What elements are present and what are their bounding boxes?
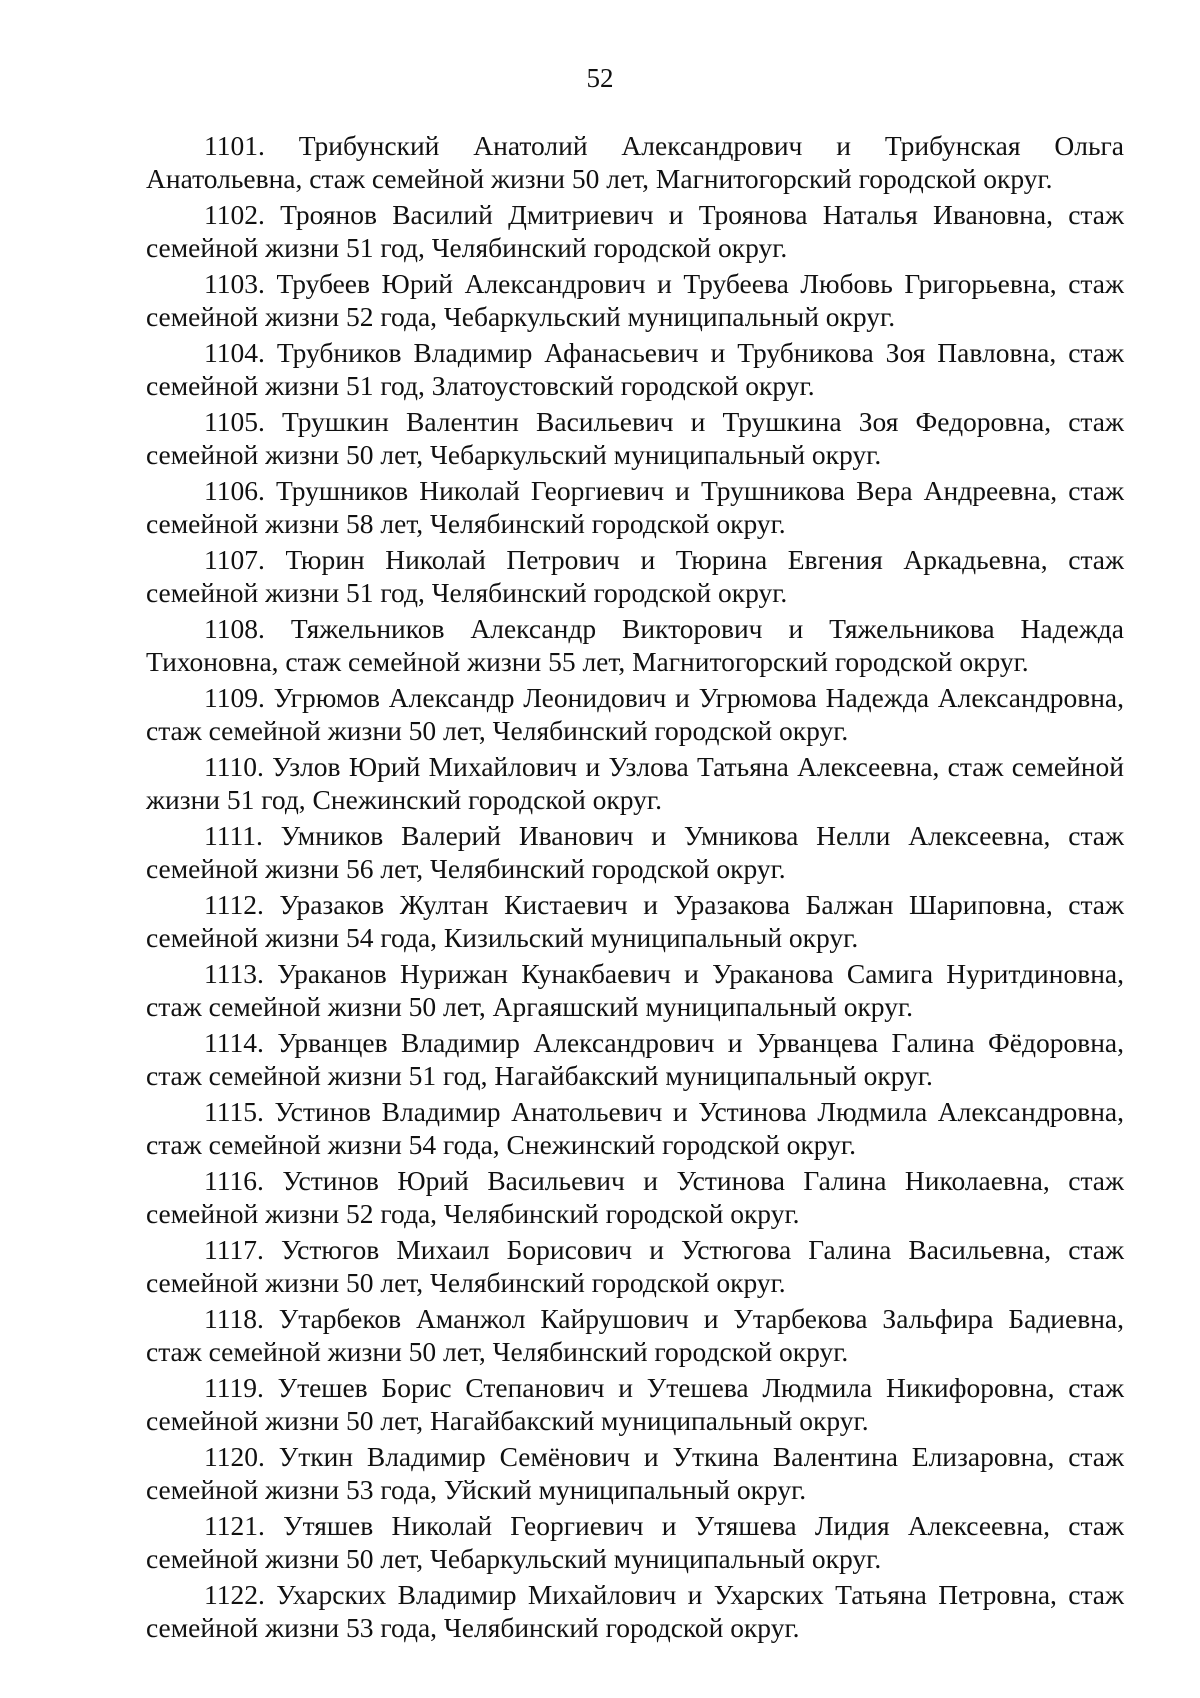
list-item xyxy=(146,543,1124,609)
list-item xyxy=(146,888,1124,954)
entry-number: 1121. xyxy=(204,1510,265,1541)
list-item xyxy=(146,957,1124,1023)
entry-number: 1105. xyxy=(204,406,265,437)
list-item xyxy=(146,1233,1124,1299)
entry-text: Уразаков Жултан Кистаевич и Уразакова Балжан Шариповна, стаж семейной жизни 54 года, Кизильский муниципальный округ. xyxy=(146,889,1125,953)
entry-text: Утяшев Николай Георгиевич и Утяшева Лидия Алексеевна, стаж семейной жизни 50 лет, Чебаркульский муниципальный округ. xyxy=(146,1510,1125,1574)
entry-text: Утарбеков Аманжол Кайрушович и Утарбекова Зальфира Бадиевна, стаж семейной жизни 50 лет, Челябинский городской округ. xyxy=(146,1303,1125,1367)
entry-text: Трушников Николай Георгиевич и Трушникова Вера Андреевна, стаж семейной жизни 58 лет, Челябинский городской округ. xyxy=(146,475,1124,539)
list-item xyxy=(146,1578,1124,1644)
entry-number: 1109. xyxy=(204,682,265,713)
entry-number: 1117. xyxy=(204,1234,264,1265)
entry-text: Трубеев Юрий Александрович и Трубеева Любовь Григорьевна, стаж семейной жизни 52 года, Чебаркульский муниципальный округ. xyxy=(146,268,1124,332)
list-item xyxy=(146,1164,1124,1230)
entry-text: Устинов Юрий Васильевич и Устинова Галина Николаевна, стаж семейной жизни 52 года, Челябинский городской округ. xyxy=(146,1165,1125,1229)
entry-number: 1111. xyxy=(204,820,263,851)
entry-number: 1116. xyxy=(204,1165,264,1196)
entry-list xyxy=(146,129,1124,1647)
entry-text: Устинов Владимир Анатольевич и Устинова Людмила Александровна, стаж семейной жизни 54 года, Снежинский городской округ. xyxy=(146,1096,1124,1160)
list-item xyxy=(146,336,1124,402)
list-item xyxy=(146,267,1124,333)
page-number: 52 xyxy=(586,63,614,93)
entry-text: Троянов Василий Дмитриевич и Троянова Наталья Ивановна, стаж семейной жизни 51 год, Челябинский городской округ. xyxy=(146,199,1124,263)
list-item xyxy=(146,750,1124,816)
entry-number: 1120. xyxy=(204,1441,265,1472)
entry-text: Ухарских Владимир Михайлович и Ухарских Татьяна Петровна, стаж семейной жизни 53 года, Челябинский городской округ. xyxy=(146,1579,1124,1643)
entry-number: 1108. xyxy=(204,613,265,644)
entry-text: Трубников Владимир Афанасьевич и Трубникова Зоя Павловна, стаж семейной жизни 51 год, Златоустовский городской округ. xyxy=(146,337,1124,401)
entry-text: Трушкин Валентин Васильевич и Трушкина Зоя Федоровна, стаж семейной жизни 50 лет, Чебаркульский муниципальный округ. xyxy=(146,406,1124,470)
list-item xyxy=(146,1026,1124,1092)
entry-number: 1119. xyxy=(204,1372,264,1403)
entry-number: 1114. xyxy=(204,1027,264,1058)
entry-number: 1122. xyxy=(204,1579,265,1610)
entry-number: 1107. xyxy=(204,544,265,575)
entry-text: Ураканов Нурижан Кунакбаевич и Ураканова Самига Нуритдиновна, стаж семейной жизни 50 лет, Аргаяшский муниципальный округ. xyxy=(146,958,1124,1022)
list-item xyxy=(146,198,1124,264)
list-item xyxy=(146,1302,1124,1368)
entry-text: Тяжельников Александр Викторович и Тяжельникова Надежда Тихоновна, стаж семейной жизни 55 лет, Магнитогорский городской округ. xyxy=(146,613,1125,677)
list-item xyxy=(146,1509,1124,1575)
entry-number: 1102. xyxy=(204,199,265,230)
entry-text: Урванцев Владимир Александрович и Урванцева Галина Фёдоровна, стаж семейной жизни 51 год, Нагайбакский муниципальный округ. xyxy=(146,1027,1125,1091)
entry-number: 1106. xyxy=(204,475,265,506)
entry-text: Трибунский Анатолий Александрович и Трибунская Ольга Анатольевна, стаж семейной жизни 50 лет, Магнитогорский городской округ. xyxy=(146,130,1125,194)
list-item xyxy=(146,681,1124,747)
entry-number: 1104. xyxy=(204,337,265,368)
entry-text: Устюгов Михаил Борисович и Устюгова Галина Васильевна, стаж семейной жизни 50 лет, Челябинский городской округ. xyxy=(146,1234,1124,1298)
entry-number: 1103. xyxy=(204,268,265,299)
entry-number: 1112. xyxy=(204,889,264,920)
list-item xyxy=(146,819,1124,885)
entry-text: Умников Валерий Иванович и Умникова Нелли Алексеевна, стаж семейной жизни 56 лет, Челябинский городской округ. xyxy=(146,820,1125,884)
entry-number: 1110. xyxy=(204,751,264,782)
entry-text: Узлов Юрий Михайлович и Узлова Татьяна Алексеевна, стаж семейной жизни 51 год, Снежинский городской округ. xyxy=(146,751,1124,815)
list-item xyxy=(146,1371,1124,1437)
entry-text: Уткин Владимир Семёнович и Уткина Валентина Елизаровна, стаж семейной жизни 53 года, Уйский муниципальный округ. xyxy=(146,1441,1124,1505)
list-item xyxy=(146,1095,1124,1161)
entry-text: Тюрин Николай Петрович и Тюрина Евгения Аркадьевна, стаж семейной жизни 51 год, Челябинский городской округ. xyxy=(146,544,1125,608)
list-item xyxy=(146,1440,1124,1506)
entry-text: Утешев Борис Степанович и Утешева Людмила Никифоровна, стаж семейной жизни 50 лет, Нагайбакский муниципальный округ. xyxy=(146,1372,1124,1436)
list-item xyxy=(146,474,1124,540)
entry-number: 1118. xyxy=(204,1303,264,1334)
list-item xyxy=(146,129,1124,195)
list-item xyxy=(146,612,1124,678)
entry-text: Угрюмов Александр Леонидович и Угрюмова Надежда Александровна, стаж семейной жизни 50 лет, Челябинский городской округ. xyxy=(146,682,1125,746)
entry-number: 1113. xyxy=(204,958,264,989)
entry-number: 1101. xyxy=(204,130,265,161)
entry-number: 1115. xyxy=(204,1096,264,1127)
list-item xyxy=(146,405,1124,471)
